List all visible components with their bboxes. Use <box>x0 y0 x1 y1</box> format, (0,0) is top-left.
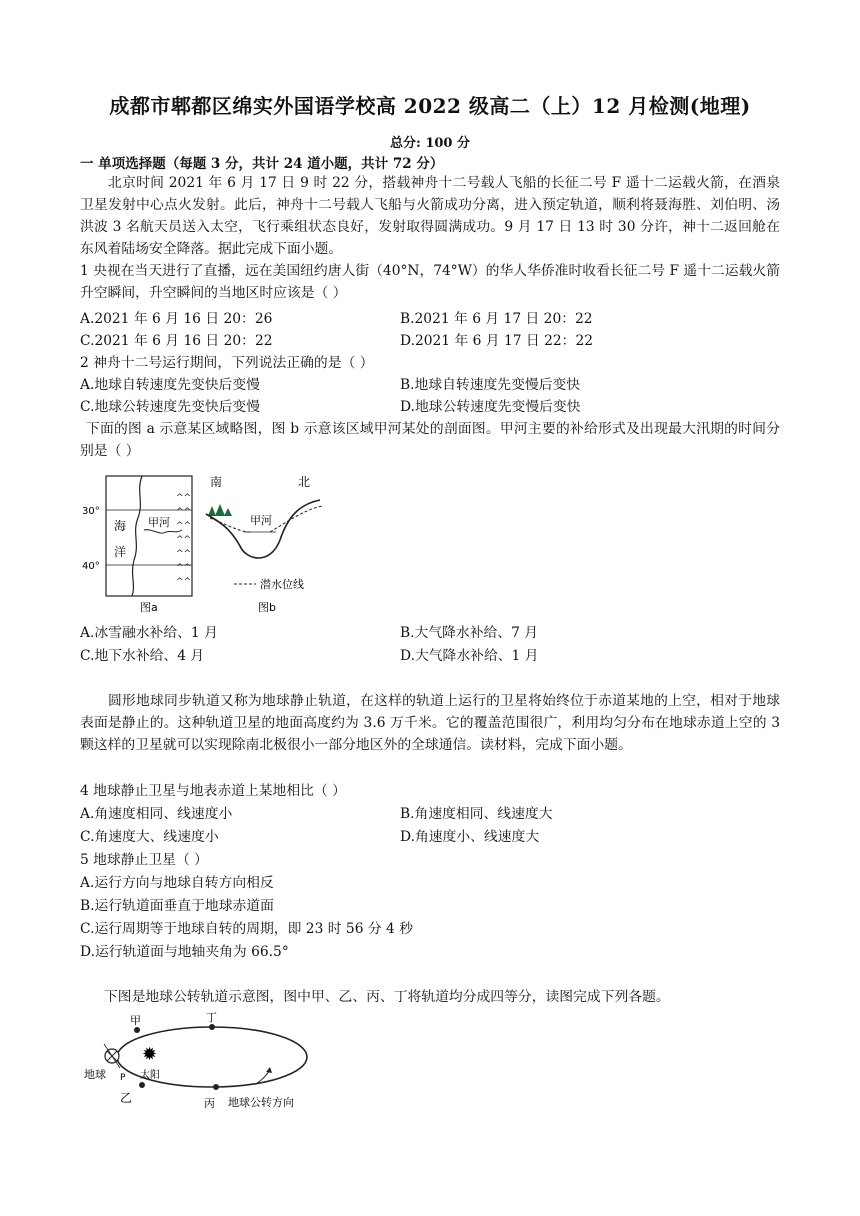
passage-geostationary: 圆形地球同步轨道又称为地球静止轨道，在这样的轨道上运行的卫星将始终位于赤道某地的上空，相对于地球表面是静止的。这种轨道卫星的地面高度约为 3.6 万千米。它的覆盖范围很广，利用均匀分布在地球赤道上空的 3 颗这样的卫星就可以实现除南北极很小一部分地区外的全球通信。读材料，完成下面小题。 <box>80 693 780 753</box>
label-ding: 丁 <box>206 1011 217 1024</box>
q3-option-a: A.冰雪融水补给、1 月 <box>80 625 218 641</box>
q1-option-d: D.2021 年 6 月 17 日 22：22 <box>400 333 594 349</box>
figure-b-caption: 图b <box>258 601 276 614</box>
figure-a-caption: 图a <box>140 601 158 614</box>
arrow-head <box>266 1067 272 1073</box>
point-jia <box>134 1027 140 1033</box>
point-ding <box>209 1024 215 1030</box>
q2-option-d: D.地球公转速度先变慢后变快 <box>400 399 581 415</box>
svg-text:^^: ^^ <box>176 521 192 531</box>
question-1-stem: 1 央视在当天进行了直播，远在美国纽约唐人街（40°N，74°W）的华人华侨准时收看长征二号 F 遥十二运载火箭升空瞬间，升空瞬间的当地区时应该是（ ） <box>80 263 780 301</box>
river-label-b: 甲河 <box>250 514 272 527</box>
q4-option-b: B.角速度相同、线速度大 <box>400 806 553 822</box>
sun-icon: ✹ <box>142 1044 158 1065</box>
point-yi <box>139 1082 145 1088</box>
q1-option-c: C.2021 年 6 月 16 日 20：22 <box>80 333 273 349</box>
question-3-stem: 下面的图 a 示意某区域略图，图 b 示意该区域甲河某处的剖面图。甲河主要的补给形式及出现最大汛期的时间分别是（ ） <box>80 421 780 459</box>
earth-icon <box>104 1044 120 1068</box>
exam-title: 成都市郫都区绵实外国语学校高 2022 级高二（上）12 月检测(地理) <box>109 94 751 118</box>
lat-label-40: 40° <box>82 561 100 572</box>
question-4-stem: 4 地球静止卫星与地表赤道上某地相比（ ） <box>80 783 346 799</box>
q4-option-d: D.角速度小、线速度大 <box>400 829 540 845</box>
label-p: P <box>120 1073 126 1083</box>
q5-option-d: D.运行轨道面与地轴夹角为 66.5° <box>80 944 289 960</box>
label-direction: 地球公转方向 <box>228 1096 294 1109</box>
q4-option-c: C.角速度大、线速度小 <box>80 829 219 845</box>
section-heading: 一 单项选择题（每题 3 分，共计 24 道小题，共计 72 分） <box>80 156 444 172</box>
north-label: 北 <box>298 475 311 489</box>
label-sun: 太阳 <box>140 1070 160 1081</box>
q2-option-b: B.地球自转速度先变慢后变快 <box>400 377 581 393</box>
ocean-label-1: 海 <box>114 519 127 533</box>
passage-orbit: 下图是地球公转轨道示意图，图中甲、乙、丙、丁将轨道均分成四等分，读图完成下列各题。 <box>104 989 670 1005</box>
label-bing: 丙 <box>204 1097 215 1110</box>
figure-a-map <box>80 470 200 615</box>
figure-orbit <box>80 1010 320 1110</box>
coastline <box>132 476 142 596</box>
figure-b-profile <box>200 470 330 615</box>
point-bing <box>213 1084 219 1090</box>
lat-label-30: 30° <box>82 506 100 517</box>
q5-option-b: B.运行轨道面垂直于地球赤道面 <box>80 898 274 914</box>
q4-option-a: A.角速度相同、线速度小 <box>80 806 233 822</box>
question-5-stem: 5 地球静止卫星（ ） <box>80 852 208 868</box>
tree-icon <box>208 504 232 516</box>
svg-text:^^: ^^ <box>176 563 192 573</box>
label-jia: 甲 <box>130 1014 141 1027</box>
legend-label: 潜水位线 <box>260 578 304 591</box>
label-earth: 地球 <box>84 1068 106 1081</box>
q3-option-d: D.大气降水补给、1 月 <box>400 648 539 664</box>
svg-text:^^: ^^ <box>176 535 192 545</box>
q3-option-b: B.大气降水补给、7 月 <box>400 625 539 641</box>
svg-text:^^: ^^ <box>176 577 192 587</box>
river-label-a: 甲河 <box>148 516 170 529</box>
riverbed-profile <box>206 500 320 558</box>
q1-option-a: A.2021 年 6 月 16 日 20：26 <box>80 311 273 327</box>
svg-text:^^: ^^ <box>176 493 192 503</box>
svg-text:^^: ^^ <box>176 549 192 559</box>
passage-shenzhou: 北京时间 2021 年 6 月 17 日 9 时 22 分，搭载神舟十二号载人飞船的长征二号 F 遥十二运载火箭，在酒泉卫星发射中心点火发射。此后，神舟十二号载人飞船与火箭成功分离，进入预定轨道，顺利将聂海胜、刘伯明、汤洪波 3 名航天员送入太空，飞行乘组状态良好，发射取得圆满成功。9 月 17 日 13 时 30 分许，神十二返回舱在东风着陆场安全降落。据此完成下面小题。 <box>80 175 780 257</box>
ocean-label-2: 洋 <box>114 545 127 559</box>
total-score: 总分: 100 分 <box>390 136 470 151</box>
label-yi: 乙 <box>120 1091 133 1105</box>
q5-option-a: A.运行方向与地球自转方向相反 <box>80 875 274 891</box>
q5-option-c: C.运行周期等于地球自转的周期，即 23 时 56 分 4 秒 <box>80 921 413 937</box>
mountain-symbols <box>176 493 191 587</box>
q1-option-b: B.2021 年 6 月 17 日 20：22 <box>400 311 593 327</box>
q2-option-c: C.地球公转速度先变快后变慢 <box>80 399 261 415</box>
q2-option-a: A.地球自转速度先变快后变慢 <box>80 377 260 393</box>
svg-text:^^: ^^ <box>176 507 192 517</box>
q3-option-c: C.地下水补给、4 月 <box>80 648 205 664</box>
south-label: 南 <box>210 475 223 489</box>
question-2-stem: 2 神舟十二号运行期间，下列说法正确的是（ ） <box>80 355 374 371</box>
